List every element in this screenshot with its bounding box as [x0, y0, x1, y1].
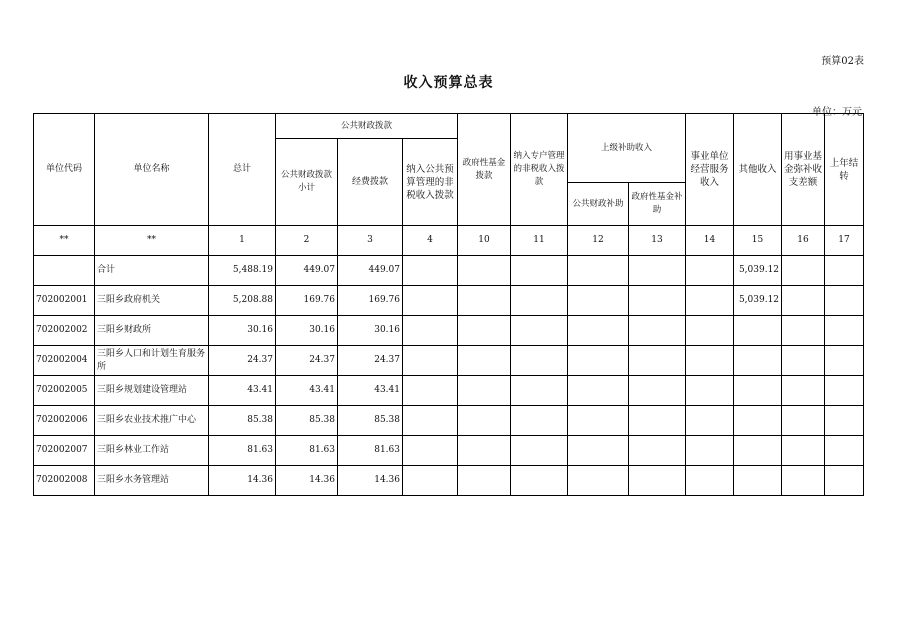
- index-cell: 14: [686, 226, 734, 256]
- operating-appropriation-cell: 14.36: [338, 466, 403, 496]
- gov-fund-subsidy-cell: [629, 256, 686, 286]
- header-superior-subsidy-group: 上级补助收入: [568, 114, 686, 183]
- business-service-cell: [686, 316, 734, 346]
- fund-balance-use-cell: [782, 346, 825, 376]
- index-cell: 12: [568, 226, 629, 256]
- public-fiscal-subsidy-cell: [568, 346, 629, 376]
- public-fiscal-subtotal-cell: 169.76: [276, 286, 338, 316]
- fund-balance-use-cell: [782, 406, 825, 436]
- unit-code-cell: 702002004: [34, 346, 95, 376]
- table-row: [34, 256, 864, 286]
- prior-year-carryover-cell: [825, 346, 864, 376]
- non-tax-in-budget-cell: [403, 256, 458, 286]
- header-total: 总计: [209, 114, 276, 226]
- unit-code-cell: 702002005: [34, 376, 95, 406]
- unit-name-cell: 三阳乡财政所: [95, 316, 209, 346]
- header-public-fiscal-subtotal: 公共财政拨款小计: [276, 139, 338, 226]
- header-prior-year-carryover: 上年结转: [825, 114, 864, 226]
- public-fiscal-subsidy-cell: [568, 466, 629, 496]
- public-fiscal-subtotal-cell: 30.16: [276, 316, 338, 346]
- table-row: [34, 376, 864, 406]
- non-tax-in-budget-cell: [403, 286, 458, 316]
- public-fiscal-subtotal-cell: 43.41: [276, 376, 338, 406]
- non-tax-special-cell: [511, 436, 568, 466]
- gov-fund-subsidy-cell: [629, 406, 686, 436]
- gov-fund-cell: [458, 376, 511, 406]
- gov-fund-subsidy-cell: [629, 346, 686, 376]
- non-tax-in-budget-cell: [403, 346, 458, 376]
- header-non-tax-special: 纳入专户管理的非税收入拨款: [511, 114, 568, 226]
- business-service-cell: [686, 466, 734, 496]
- index-cell: 10: [458, 226, 511, 256]
- gov-fund-cell: [458, 256, 511, 286]
- public-fiscal-subtotal-cell: 85.38: [276, 406, 338, 436]
- unit-code-cell: 702002006: [34, 406, 95, 436]
- prior-year-carryover-cell: [825, 256, 864, 286]
- gov-fund-subsidy-cell: [629, 436, 686, 466]
- public-fiscal-subsidy-cell: [568, 406, 629, 436]
- operating-appropriation-cell: 43.41: [338, 376, 403, 406]
- operating-appropriation-cell: 85.38: [338, 406, 403, 436]
- business-service-cell: [686, 256, 734, 286]
- unit-code-cell: 702002008: [34, 466, 95, 496]
- fund-balance-use-cell: [782, 376, 825, 406]
- gov-fund-cell: [458, 466, 511, 496]
- non-tax-special-cell: [511, 346, 568, 376]
- public-fiscal-subsidy-cell: [568, 256, 629, 286]
- column-index-row: [34, 226, 864, 256]
- gov-fund-subsidy-cell: [629, 316, 686, 346]
- operating-appropriation-cell: 30.16: [338, 316, 403, 346]
- other-income-cell: [734, 316, 782, 346]
- unit-code-cell: 702002002: [34, 316, 95, 346]
- form-code: 预算02表: [821, 56, 864, 67]
- index-cell: 1: [209, 226, 276, 256]
- header-operating-appropriation: 经费拨款: [338, 139, 403, 226]
- business-service-cell: [686, 346, 734, 376]
- non-tax-in-budget-cell: [403, 436, 458, 466]
- gov-fund-subsidy-cell: [629, 286, 686, 316]
- public-fiscal-subsidy-cell: [568, 376, 629, 406]
- header-business-service: 事业单位经营服务收入: [686, 114, 734, 226]
- gov-fund-cell: [458, 406, 511, 436]
- non-tax-special-cell: [511, 406, 568, 436]
- total-cell: 85.38: [209, 406, 276, 436]
- unit-name-cell: 三阳乡水务管理站: [95, 466, 209, 496]
- header-non-tax-in-budget: 纳入公共预算管理的非税收入拨款: [403, 139, 458, 226]
- total-cell: 14.36: [209, 466, 276, 496]
- index-cell: 17: [825, 226, 864, 256]
- prior-year-carryover-cell: [825, 286, 864, 316]
- non-tax-special-cell: [511, 256, 568, 286]
- unit-name-cell: 三阳乡林业工作站: [95, 436, 209, 466]
- non-tax-special-cell: [511, 286, 568, 316]
- header-public-fiscal-group: 公共财政拨款: [276, 114, 458, 139]
- income-budget-table: [33, 113, 864, 496]
- page-title: 收入预算总表: [403, 75, 494, 91]
- index-cell: 11: [511, 226, 568, 256]
- header-gov-fund: 政府性基金拨款: [458, 114, 511, 226]
- header-other-income: 其他收入: [734, 114, 782, 226]
- index-cell: 2: [276, 226, 338, 256]
- prior-year-carryover-cell: [825, 436, 864, 466]
- non-tax-in-budget-cell: [403, 316, 458, 346]
- gov-fund-cell: [458, 286, 511, 316]
- non-tax-special-cell: [511, 466, 568, 496]
- table-row: [34, 346, 864, 376]
- index-cell: 15: [734, 226, 782, 256]
- index-cell: 3: [338, 226, 403, 256]
- index-cell: 16: [782, 226, 825, 256]
- non-tax-in-budget-cell: [403, 376, 458, 406]
- total-cell: 24.37: [209, 346, 276, 376]
- other-income-cell: [734, 436, 782, 466]
- operating-appropriation-cell: 24.37: [338, 346, 403, 376]
- total-cell: 81.63: [209, 436, 276, 466]
- total-cell: 5,488.19: [209, 256, 276, 286]
- other-income-cell: [734, 346, 782, 376]
- unit-code-cell: [34, 256, 95, 286]
- business-service-cell: [686, 406, 734, 436]
- fund-balance-use-cell: [782, 256, 825, 286]
- other-income-cell: 5,039.12: [734, 256, 782, 286]
- index-cell: **: [95, 226, 209, 256]
- operating-appropriation-cell: 81.63: [338, 436, 403, 466]
- business-service-cell: [686, 436, 734, 466]
- gov-fund-subsidy-cell: [629, 376, 686, 406]
- public-fiscal-subsidy-cell: [568, 436, 629, 466]
- public-fiscal-subtotal-cell: 14.36: [276, 466, 338, 496]
- fund-balance-use-cell: [782, 286, 825, 316]
- business-service-cell: [686, 376, 734, 406]
- operating-appropriation-cell: 169.76: [338, 286, 403, 316]
- operating-appropriation-cell: 449.07: [338, 256, 403, 286]
- table-row: [34, 316, 864, 346]
- header-fund-balance-use: 用事业基金弥补收支差额: [782, 114, 825, 226]
- public-fiscal-subsidy-cell: [568, 316, 629, 346]
- other-income-cell: [734, 406, 782, 436]
- non-tax-special-cell: [511, 376, 568, 406]
- public-fiscal-subsidy-cell: [568, 286, 629, 316]
- public-fiscal-subtotal-cell: 24.37: [276, 346, 338, 376]
- unit-name-cell: 三阳乡农业技术推广中心: [95, 406, 209, 436]
- header-public-fiscal-subsidy: 公共财政补助: [568, 183, 629, 226]
- table-row: [34, 466, 864, 496]
- table-row: [34, 436, 864, 466]
- index-cell: 13: [629, 226, 686, 256]
- non-tax-special-cell: [511, 316, 568, 346]
- prior-year-carryover-cell: [825, 466, 864, 496]
- index-cell: 4: [403, 226, 458, 256]
- non-tax-in-budget-cell: [403, 466, 458, 496]
- fund-balance-use-cell: [782, 316, 825, 346]
- header-unit-name: 单位名称: [95, 114, 209, 226]
- total-cell: 5,208.88: [209, 286, 276, 316]
- unit-name-cell: 三阳乡人口和计划生育服务所: [95, 346, 209, 376]
- other-income-cell: [734, 376, 782, 406]
- gov-fund-cell: [458, 436, 511, 466]
- unit-label: 单位：万元: [812, 107, 862, 118]
- index-cell: **: [34, 226, 95, 256]
- gov-fund-subsidy-cell: [629, 466, 686, 496]
- prior-year-carryover-cell: [825, 316, 864, 346]
- header-gov-fund-subsidy: 政府性基金补助: [629, 183, 686, 226]
- other-income-cell: [734, 466, 782, 496]
- fund-balance-use-cell: [782, 436, 825, 466]
- unit-name-cell: 合计: [95, 256, 209, 286]
- gov-fund-cell: [458, 316, 511, 346]
- total-cell: 30.16: [209, 316, 276, 346]
- gov-fund-cell: [458, 346, 511, 376]
- public-fiscal-subtotal-cell: 449.07: [276, 256, 338, 286]
- table-row: [34, 406, 864, 436]
- table-row: [34, 286, 864, 316]
- unit-code-cell: 702002001: [34, 286, 95, 316]
- total-cell: 43.41: [209, 376, 276, 406]
- unit-code-cell: 702002007: [34, 436, 95, 466]
- non-tax-in-budget-cell: [403, 406, 458, 436]
- header-unit-code: 单位代码: [34, 114, 95, 226]
- prior-year-carryover-cell: [825, 376, 864, 406]
- unit-name-cell: 三阳乡规划建设管理站: [95, 376, 209, 406]
- fund-balance-use-cell: [782, 466, 825, 496]
- unit-name-cell: 三阳乡政府机关: [95, 286, 209, 316]
- prior-year-carryover-cell: [825, 406, 864, 436]
- other-income-cell: 5,039.12: [734, 286, 782, 316]
- public-fiscal-subtotal-cell: 81.63: [276, 436, 338, 466]
- business-service-cell: [686, 286, 734, 316]
